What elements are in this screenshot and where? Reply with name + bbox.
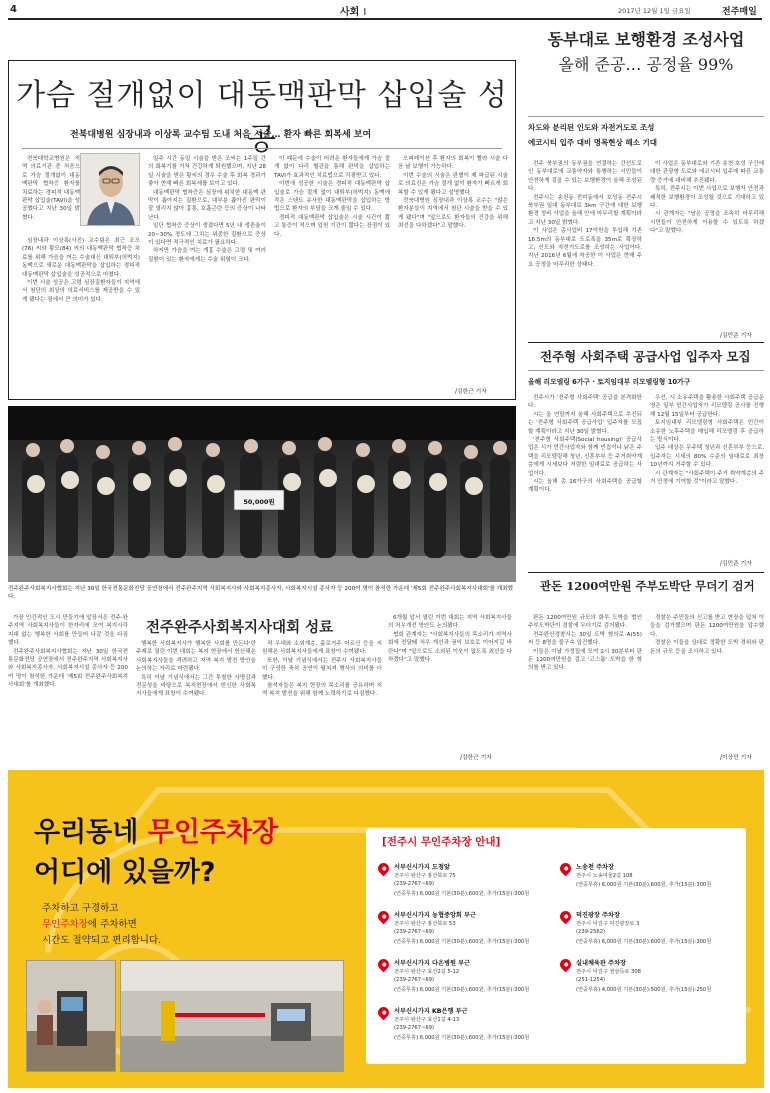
- story-2-p7: 참석자들은 복지 현장의 목소리를 공유하며 지역 복지 발전을 위해 함께 노력하기로 다짐했다.: [262, 683, 382, 698]
- parking-lot-fee: (연중무휴) 6,000원 기본(30분):600원, 추가(15분):300원: [394, 987, 530, 993]
- story-4-p4: 시는 올해 총 16가구의 사회주택을 공급할 계획이다.: [528, 479, 642, 494]
- story-3-p1: 전주 북부권의 동부권을 연결하는 간선도로인 동부대로에 교통약자와 통행하는 시민들이 안전하게 걸을 수 있는 보행환경이 올해 조성된다.: [528, 161, 642, 193]
- story-5-p5: 경찰은 이들을 상대로 정확한 도박 경위와 판돈의 규모 등을 조사하고 있다.: [650, 640, 764, 655]
- donation-sign-amount: 50,000원: [243, 498, 275, 506]
- parking-lot-address: 전주시 완산구 홍산북로 53: [394, 921, 456, 927]
- story-3-col-2: [650, 160, 764, 322]
- section-label: 사회: [340, 7, 360, 18]
- story-4-col-2: [650, 394, 764, 556]
- story-1-p8: 이 때문에 수술이 어려운 환자들에게 가슴 절개 없이 다리 혈관을 통해 판막을 삽입하는 TAVI가 효과적인 치료법으로 각광받고 있다.: [274, 156, 390, 179]
- story-2-p4: 특히 이날 기념식에서는 그간 투철한 사명감과 전문성을 바탕으로 복지현장에서 헌신한 사회복지사들에게 표창이 수여됐다.: [136, 674, 256, 698]
- parking-lot-item: [376, 862, 556, 906]
- parking-lot-fee: (연중무휴) 4,000원 기본(30분):500원, 추가(15분):250원: [576, 987, 712, 993]
- event-photo: [8, 406, 516, 582]
- paper-name: 전주매일: [722, 7, 757, 17]
- story-3-subhead-1: 차도와 분리된 인도와 자전거도로 조성: [528, 123, 655, 132]
- story-1-p6: 일단 협착증 증상이 생겼다면 5년 내 생존율이 20~30% 정도에 그치는 위중한 질환으로 증상이 있다면 적극적인 치료가 필요하다.: [148, 223, 266, 247]
- story-3-p5: 특히, 전주시는 이번 사업으로 보행자 안전과 쾌적한 보행환경이 조성될 것으로 기대하고 있다.: [650, 186, 764, 210]
- story-4-p1: 전주시가 '전주형 사회주택' 공급을 본격화한다.: [528, 395, 642, 410]
- story-4-rule: [528, 370, 764, 371]
- section-name: 사회 I: [340, 7, 367, 18]
- story-3-p2: 전주시는 송천동 전미동에서 호성동 전주시 북부권 일대 동부대로 3km 구간에 대한 보행환경 정비 사업을 올해 안에 마무리할 계획이라고 지난 30일 밝혔다.: [528, 194, 642, 226]
- location-pin-icon: [558, 861, 574, 877]
- story-1-subhead: 전북대병원 심장내과 이상록 교수팀 도내 처음 시술… 환자 빠른 회복세 보여: [70, 130, 372, 140]
- location-pin-icon: [376, 861, 392, 877]
- story-4-p8: 시 관계자는 "사회주택이 주거 취약계층의 주거 안정에 기여할 것"이라고 말했다.: [650, 470, 764, 486]
- parking-lot-item: [558, 910, 743, 954]
- ad-title-prefix: 우리동네: [34, 817, 148, 848]
- parking-lot-address: 전주시 완산구 효산2길 5-12: [394, 969, 460, 975]
- story-5-col-1: [528, 614, 642, 764]
- story-3-subhead-2: 에코시티 입주 대비 명목현상 해소 기대: [528, 138, 657, 147]
- story-4-p3: '전주형 사회주택(Social housing)' 공급사업은 시가 민간사업자와 함께 빈집이나 낡은 주택을 리모델링해 청년, 신혼부부 등 주거취약계층에게 시세보다 저렴한 임대료로 공급하는 사업이다.: [528, 437, 642, 477]
- story-4-p7: 입주 대상은 무주택 청년과 신혼부부 등으로, 입주자는 시세의 80% 수준의 임대료로 최장 10년까지 거주할 수 있다.: [650, 445, 764, 469]
- ad-photo-kiosk: [26, 960, 116, 1072]
- story-1-p13: 전북대병원 심장내과 이상록 교수는 "많은 환자분들이 지역에서 첨단 시술을 받을 수 있게 됐다"며 "앞으로도 환자들의 건강을 위해 최선을 다하겠다"고 말했다.: [398, 198, 508, 230]
- story-1-col-1: [22, 155, 80, 235]
- story-3-headline-2: 올해 준공… 공정율 99%: [558, 55, 734, 74]
- parking-lot-fee: (연중무휴) 6,000원 기본(30분):600원, 추가(15분):300원: [394, 891, 530, 897]
- story-2-p9: 협회 관계자는 "사회복지사들의 목소리가 지역사회에 전달돼 처우 개선과 권익 보호로 이어지길 바란다"며 "앞으로도 소외된 이웃이 없도록 최선을 다하겠다"고 말했다.: [388, 631, 512, 664]
- doctor-portrait: [80, 153, 140, 226]
- story-2-byline: /김한근 기자: [460, 755, 492, 761]
- ad-title-line-2: 어디에 있을까?: [34, 857, 216, 888]
- story-3-p6: 시 관계자는 "남은 공정을 조속히 마무리해 시민들이 안전하게 이용할 수 있도록 하겠다"고 말했다.: [650, 211, 764, 235]
- story-2-p8: 6개월 앞서 열린 이번 대회는 지역 사회복지사들의 처우개선 방안도 논의됐다.: [388, 615, 512, 630]
- ad-desc-2: [42, 916, 137, 930]
- story-1-p11: 오퍼레이션 후 환자의 회복이 빨라 시술 다음 날 보행이 가능하다.: [398, 156, 508, 171]
- parking-lot-address: 전주시 완산구 효산1길 4-13: [394, 1017, 460, 1023]
- location-pin-icon: [376, 1005, 392, 1021]
- story-1-p4: 일주 시간 동일 시술을 받은 조씨는 1주일 간의 회복기를 거쳐 건강하게 퇴원했으며, 지난 28일 시술을 받은 황씨의 경우 수술 후 회복 경과가 좋아 현재 빠른 회복세를 보이고 있다.: [148, 156, 266, 188]
- issue-date: 2017년 12월 1일 금요일: [618, 7, 691, 15]
- story-1-subhead-rule: [22, 148, 502, 149]
- story-1-p3: 이번 시술 성공은 고령 심장질환자들이 지역에서 첨단의 최상의 의료서비스를 제공받을 수 있게 됐다는 점에서 큰 의미가 있다.: [22, 280, 140, 303]
- story-3-col-1: [528, 160, 642, 338]
- ad-desc-highlight: 무인주차장: [42, 919, 88, 930]
- header-rule: [8, 18, 762, 20]
- parking-lot-fee: (연중무휴) 6,000원 기본(30분):600원, 추가(15분):300원: [394, 939, 530, 945]
- story-2-p5: 적 우대와 소외계층, 홀로거주 어르신 등을 지원해온 사회복지사들에게 표창이 수여됐다.: [262, 641, 382, 656]
- story-1-p7: 하지만 가슴을 여는 개흉 수술은 고령 및 여러 질환이 있는 환자에게는 수술 위험이 크다.: [148, 248, 266, 263]
- story-4-top-rule: [528, 342, 764, 343]
- story-3-headline: 동부대로 보행환경 조성사업: [547, 30, 745, 49]
- story-2-p2: 전주완주사회복지사협회는 지난 30일 한국전통문화전당 공연장에서 전주완주지역 사회복지사와 사회복지종사자, 사회복지시설 종사자 등 200여 명이 참석한 가운데 '제5회 전주완주사회복지사대회'를 개최했다.: [8, 648, 128, 689]
- parking-ad: [8, 770, 764, 1088]
- location-pin-icon: [558, 909, 574, 925]
- parking-lot-phone: (239-2767~69): [394, 881, 434, 887]
- parking-lot-name: 노송천 주차장: [576, 864, 615, 871]
- story-5-byline: /이상민 기자: [720, 755, 752, 761]
- story-1-p5: 대동맥판막 협착증은 심장에 위치한 대동맥 판막이 좁아지는 질환으로, 대부분 좁아진 판막이 잘 열리지 않아 흉통, 호흡곤란 등의 증상이 나타난다.: [148, 189, 266, 221]
- parking-lot-phone: (251-1254): [576, 977, 606, 983]
- parking-lot-name: 서부신시가지 도청앞: [394, 864, 450, 871]
- ad-title-line-1: [34, 810, 278, 849]
- story-4-p2: 시는 올 연말까지 올해 사회주택으로 추진되는 '전주형 사회주택 공급사업' 입주자를 모집할 계획이라고 지난 30일 밝혔다.: [528, 411, 642, 435]
- story-1-col-3: [274, 155, 390, 395]
- parking-lot-item: [376, 958, 556, 1002]
- story-2-col-4: [388, 614, 512, 749]
- parking-lot-phone: (239-2767~69): [394, 1025, 434, 1031]
- story-3-byline: /김민준 기자: [720, 333, 752, 339]
- parking-lot-phone: (239-2562): [576, 929, 606, 935]
- parking-lot-phone: (239-2767~69): [394, 929, 434, 935]
- story-1-p2: 심장내과 이상록(사진) 교수팀은 최근 조모(76) 씨와 황모(84) 씨의 대동맥판막 협착증 치료를 위해 가슴을 여는 수술대신 대퇴부(허벅지) 동맥으로 새로운 대동맥판막을 삽입하는 경피적 대동맥판막 삽입술을 성공적으로 마쳤다.: [22, 238, 140, 278]
- parking-lot-name: 서부신시가지 다온병원 부근: [394, 960, 471, 967]
- story-1-p9: 이번에 성공한 시술은 경피적 대동맥판막 삽입술로 가슴 절개 없이 대퇴부(허벅지) 동맥에 작은 스텐트 유사한 대동맥판막을 삽입하는 방법으로 환자의 부담을 크게 줄일 수 있다.: [274, 181, 390, 213]
- page-number: 4: [10, 4, 17, 15]
- story-1-p10: 경피적 대동맥판막 삽입술은 시술 시간이 짧고 통증이 적으며 입원 기간이 짧다는 장점이 있다.: [274, 214, 390, 238]
- ad-title-highlight: 무인주차장: [147, 817, 279, 848]
- parking-lot-address: 전주시 덕진구 덕진광장로 3: [576, 921, 640, 927]
- story-2-p6: 또한, 이날 기념식에서는 전주시 사회복지사들이 구성한 축하 공연이 펼쳐져 행사의 의미를 더했다.: [262, 657, 382, 681]
- story-3-rule: [528, 116, 764, 117]
- story-5-top-rule: [528, 572, 764, 573]
- ad-desc-3: 시간도 절약되고 편리합니다.: [42, 935, 162, 946]
- location-pin-icon: [376, 957, 392, 973]
- story-5-p3: 이들은 이날 가정집에 모여 2시 30분부터 판돈 1200여만원을 걸고 '고스톱' 도박을 한 혐의를 받고 있다.: [528, 648, 642, 672]
- story-1-col-2: [148, 155, 266, 395]
- story-1-byline: /김한근 기자: [455, 389, 487, 395]
- parking-lot-item: [376, 910, 556, 954]
- parking-lot-name: 서부신시가지 농협중앙회 부근: [394, 912, 477, 919]
- story-5-p4: 경찰은 주민들의 신고를 받고 현장을 덮쳐 이들을 검거했으며 판돈 1200여만원을 압수했다.: [650, 615, 764, 638]
- ad-photo-gate: [120, 960, 344, 1072]
- parking-lot-fee: (연중무휴) 6,000원 기본(30분):600원, 추가(15분):300원: [576, 882, 712, 888]
- story-5-col-2: [650, 614, 764, 754]
- parking-lot-name: 실내체육관 주차장: [576, 960, 626, 967]
- story-1-p1: 전북대학교병원은 지역 의료기관 중 처음으로 가슴 절개없이 대동맥판막 협착증 환자를 치료하는 경피적 대동맥판막 삽입술(TAVI)을 성공했다고 지난 30일 밝혔다.: [22, 156, 80, 221]
- parking-lot-address: 전주시 완산구 홍산북로 75: [394, 873, 456, 879]
- parking-lot-address: 전주시 노송여울2길 108: [576, 873, 633, 879]
- parking-lot-fee: (연중무휴) 6,000원 기본(30분):600원, 추가(15분):300원: [576, 939, 712, 945]
- parking-lot-name: 서부신시가지 KB은행 부근: [394, 1008, 468, 1015]
- parking-lot-name: 덕진광장 주차장: [576, 912, 620, 919]
- story-5-p2: 전주완산경찰서는 30일 도박 혐의로 A(55)씨 등 8명을 불구속 입건했다.: [528, 631, 642, 647]
- parking-lot-address: 전주시 덕진구 권삼득로 308: [576, 969, 641, 975]
- story-4-col-1: [528, 394, 642, 566]
- parking-info-title: [전주시 무인주차장 안내]: [382, 836, 501, 848]
- story-1-col-1b: [22, 237, 140, 395]
- story-3-p3: 이 사업은 총사업비 17억원을 투입해 기존 16.5m의 동부대로 도로폭을 35m로 확장하고, 인도와 자전거도로를 조성하는 사업이다. 지난 2016년 6월에 착공한 이 사업은 현재 주요 공정을 마무리한 상태다.: [528, 228, 642, 268]
- story-2-p3: 행복한 사회복지사가 행복한 사회를 만든다'란 주제로 열린 이번 대회는 복지 현장에서 헌신해온 사회복지사들을 격려하고 지역 복지 발전 방안을 논의하는 자리로 마련됐다.: [136, 641, 256, 673]
- location-pin-icon: [376, 909, 392, 925]
- story-1-p12: 이번 수술의 시술은 판별이 제 파급된 시술로 의료진은 가슴 절개 없이 환자가 빠르게 회복할 수 있게 됐다고 설명했다.: [398, 172, 508, 196]
- story-3-p4: 이 사업은 동부대로와 기존 송천·호성 구간에 대한 관광형 도로와 에코시티 입주에 따른 교통량 증가에 대비해 추진됐다.: [650, 161, 764, 184]
- location-pin-icon: [558, 957, 574, 973]
- story-2-p1: 가장 인간적인 도시 만들기에 앞장서온 전주·완주지역 사회복지사들이 한자리에 모여 복지사각지대 없는 행복한 사회를 만들어 나갈 것을 다짐했다.: [8, 615, 128, 647]
- story-1-headline: 가슴 절개없이 대동맥판막 삽입술 성공: [16, 78, 508, 157]
- story-2-col-2: [136, 640, 256, 764]
- story-4-p5: 우선, 시 소유주택을 활용한 사회주택 공급운영은 일부 민간사업자가 리모델링 공사를 진행해 12월 15일부터 공급한다.: [650, 395, 764, 418]
- event-photo-caption: 전주완주사회복지사협회는 지난 30일 한국전통문화전당 공연장에서 전주완주지역 사회복지사와 사회복지종사자, 사회복지시설 종사자 등 200여 명이 참석한 가운데 '제5회 전주완주사회복지사대회'를 개최했다.: [8, 586, 513, 600]
- story-2-col-1: [8, 614, 128, 764]
- parking-lot-phone: (239-2767~69): [394, 977, 434, 983]
- parking-lot-item: [558, 862, 743, 906]
- story-5-headline: 관돈 1200여만원 주부도박단 무더기 검거: [540, 579, 755, 593]
- ad-desc-1: 주차하고 구경하고: [42, 903, 119, 914]
- parking-lot-fee: (연중무휴) 6,000원 기본(30분):600원, 추가(15분):300원: [394, 1035, 530, 1041]
- story-1-col-4: [398, 155, 508, 380]
- ad-desc-rest: 에 주차하면: [87, 919, 137, 930]
- story-4-p6: 토지임대부 리모델링형 사회주택은 민간이 소유한 노후주택을 매입해 리모델링 후 공급하는 방식이다.: [650, 420, 764, 444]
- story-4-headline: 전주형 사회주택 공급사업 입주자 모집: [540, 349, 751, 364]
- story-4-byline: /김민준 기자: [720, 561, 752, 567]
- story-5-p1: 판돈 1200여만원 규모의 화투 도박을 벌인 주부도박단이 경찰에 무더기로 검거됐다.: [528, 615, 642, 630]
- parking-lot-item: [376, 1006, 556, 1050]
- story-4-subhead: 올해 리모델링 6가구 · 토지임대부 리모델링형 10가구: [528, 378, 691, 386]
- story-2-headline: 전주완주사회복지사대회 성료: [146, 619, 334, 636]
- parking-lot-item: [558, 958, 743, 1002]
- story-2-col-3: [262, 640, 382, 764]
